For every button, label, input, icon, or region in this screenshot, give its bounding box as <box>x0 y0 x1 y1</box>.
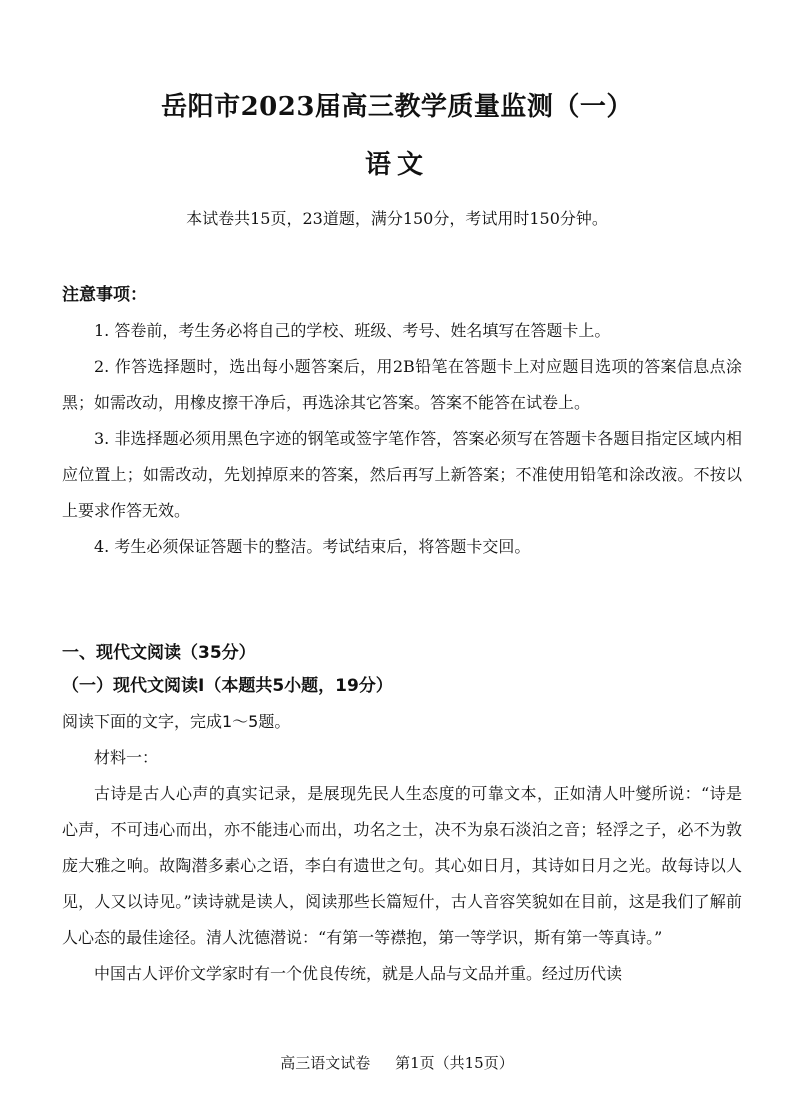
instruction: 阅读下面的文字，完成1～5题。 <box>62 712 291 731</box>
footer-doc-name: 高三语文试卷 <box>280 1054 371 1072</box>
material-label: 材料一： <box>94 748 159 767</box>
part-heading: 一、现代文阅读（35分） <box>62 643 256 663</box>
subject-title: 语文 <box>364 150 429 180</box>
note-item: 4. 考生必须保证答题卡的整洁。考试结束后，将答题卡交回。 <box>94 537 531 556</box>
notes-block <box>62 280 742 565</box>
note-item: 1. 答卷前，考生务必将自己的学校、班级、考号、姓名填写在答题卡上。 <box>94 321 611 340</box>
body-paragraph: 古诗是古人心声的真实记录，是展现先民人生态度的可靠文本，正如清人叶燮所说：“诗是心声，不可违心而出，亦不能违心而出，功名之士，决不为泉石淡泊之音；轻浮之子，必不为敦庞大雅之响。故陶潜多素心之语，李白有遗世之句。其心如日月，其诗如日月之光。故每诗以人见，人又以诗见。”读诗就是读人，阅读那些长篇短什，古人音容笑貌如在目前，这是我们了解前人心态的最佳途径。清人沈德潜说：“有第一等襟抱，第一等学识，斯有第一等真诗。” <box>62 784 742 947</box>
note-item: 2. 作答选择题时，选出每小题答案后，用2B铅笔在答题卡上对应题目选项的答案信息点涂黑；如需改动，用橡皮擦干净后，再选涂其它答案。答案不能答在试卷上。 <box>62 357 742 412</box>
footer-page-number: 第1页（共15页） <box>395 1054 514 1072</box>
page-title: 岳阳市2023届高三教学质量监测（一） <box>161 92 633 122</box>
page-footer <box>0 1052 794 1073</box>
notes-heading: 注意事项： <box>62 285 147 305</box>
reading-section <box>62 638 742 992</box>
body-paragraph: 中国古人评价文学家时有一个优良传统，就是人品与文品并重。经过历代读 <box>94 964 623 983</box>
note-item: 3. 非选择题必须用黑色字迹的钢笔或签字笔作答，答案必须写在答题卡各题目指定区域内相应位置上；如需改动，先划掉原来的答案，然后再写上新答案；不准使用铅笔和涂改液。不按以上要求作答无效。 <box>62 429 742 520</box>
exam-info: 本试卷共15页，23道题，满分150分，考试用时150分钟。 <box>186 209 608 228</box>
sub-heading: （一）现代文阅读Ⅰ（本题共5小题，19分） <box>62 676 393 696</box>
